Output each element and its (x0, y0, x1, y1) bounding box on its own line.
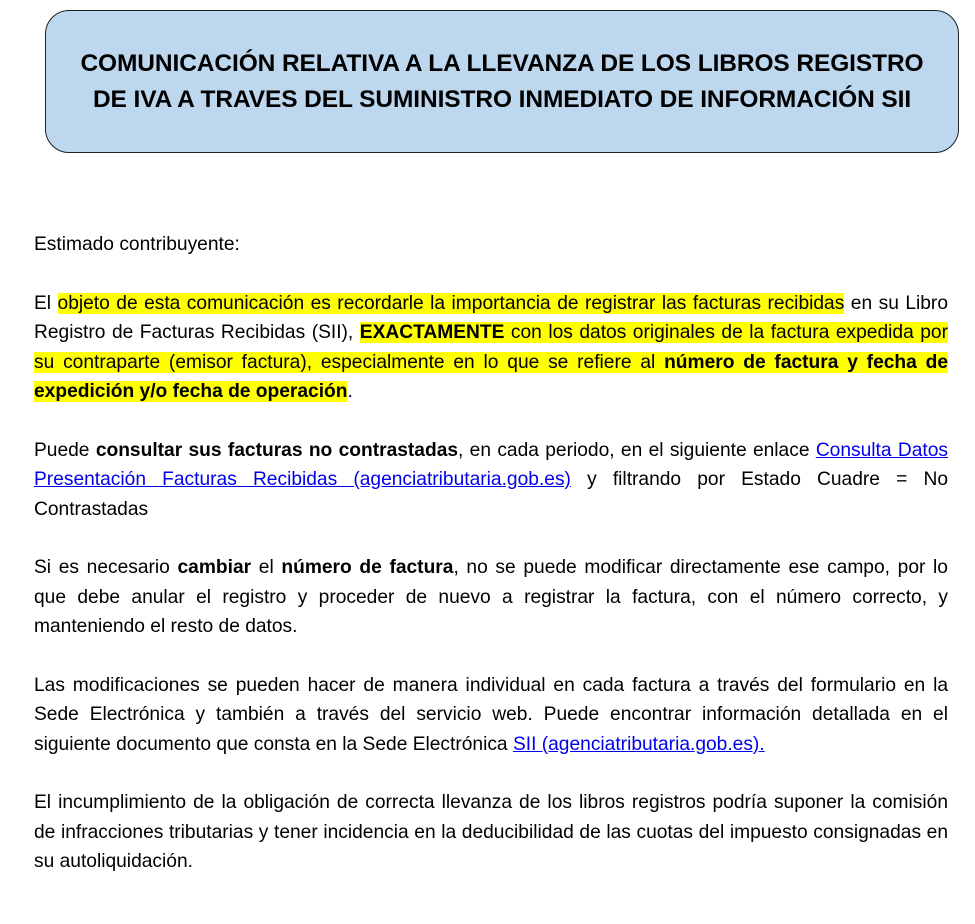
document-title: COMUNICACIÓN RELATIVA A LA LLEVANZA DE LOS LIBROS REGISTRO DE IVA A TRAVES DEL SUMINISTRO INMEDIATO DE INFORMACIÓN SII (80, 49, 924, 113)
title-box (45, 10, 959, 153)
text-run: El (34, 292, 58, 314)
paragraph-modifications (34, 671, 948, 760)
paragraph-change-invoice (34, 553, 948, 642)
text-run: , en cada periodo, en el siguiente enlace (458, 439, 816, 461)
document-body (34, 230, 948, 906)
text-run: con los datos originales de la factura expedida por su contraparte (emisor factura), especialmente en lo que se refiere al (34, 322, 948, 373)
paragraph-consult (34, 436, 948, 525)
text-run: , no se puede modificar directamente ese campo, por lo que debe anular el registro y proceder de nuevo a registrar la factura, con el número correcto, y manteniendo el resto de datos. (34, 557, 948, 637)
text-run: el (251, 557, 282, 578)
bold-text: número de factura y fecha de expedición y/o fecha de operación (34, 351, 948, 402)
text-run: Si es necesario (34, 557, 178, 578)
text-run: . (347, 381, 353, 402)
consulta-facturas-link[interactable]: Consulta Datos Presentación Facturas Recibidas (agenciatributaria.gob.es) (34, 439, 948, 490)
text-run: Puede (34, 439, 96, 461)
paragraph-purpose (34, 289, 948, 407)
paragraph-noncompliance: El incumplimiento de la obligación de correcta llevanza de los libros registros podría suponer la comisión de infracciones tributarias y tener incidencia en la deducibilidad de las cuotas del impuesto consignadas en su autoliquidación. (34, 792, 948, 872)
sii-link[interactable]: SII (agenciatributaria.gob.es). (512, 733, 765, 755)
text-run: Las modificaciones se pueden hacer de manera individual en cada factura a través del formulario en la Sede Electrónica y también a través del servicio web. Puede encontrar información detallada en el siguiente documento que consta en la Sede Electrónica (34, 674, 948, 755)
bold-text: EXACTAMENTE (359, 322, 505, 343)
bold-text: número de factura (281, 557, 454, 578)
text-run: y filtrando por Estado Cuadre = No Contrastadas (34, 469, 948, 520)
greeting: Estimado contribuyente: (34, 234, 240, 255)
highlighted-text (58, 293, 845, 314)
bold-text: consultar sus facturas no contrastadas (95, 439, 459, 461)
text-run: objeto de esta comunicación es recordarle la importancia de registrar las facturas recibidas (57, 292, 845, 314)
text-run: en su Libro Registro de Facturas Recibidas (SII), (34, 292, 948, 343)
bold-text: cambiar (177, 557, 252, 578)
